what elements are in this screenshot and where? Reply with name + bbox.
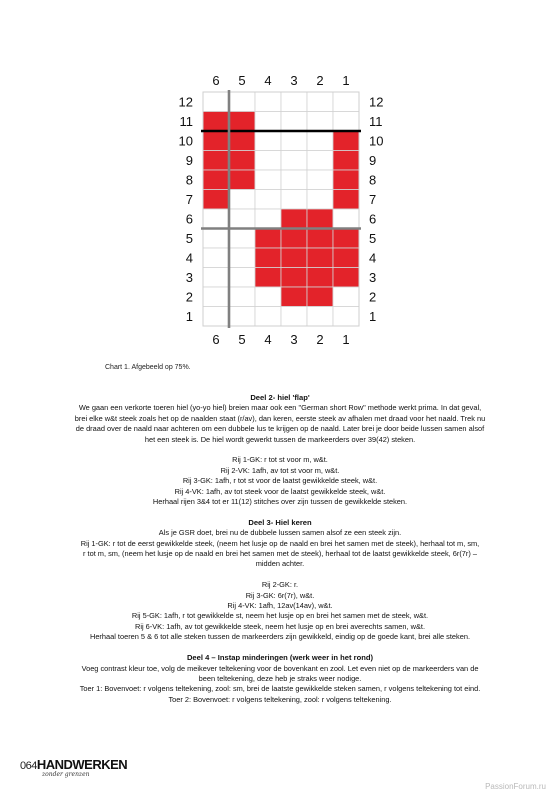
chart-caption: Chart 1. Afgebeeld op 75%. <box>105 364 191 371</box>
chart-cell-filled <box>333 170 359 190</box>
chart-cell-filled <box>203 112 229 132</box>
chart-cell-filled <box>307 229 333 249</box>
chart-cell-empty <box>333 209 359 229</box>
chart-cell-filled <box>203 151 229 171</box>
text-line: Als je GSR doet, brei nu de dubbele lussen samen alsof ze een steek zijn. <box>158 528 402 538</box>
column-label-bottom: 3 <box>290 332 298 347</box>
page-number: 064 <box>20 760 37 772</box>
instructions-text <box>40 393 520 705</box>
chart-cell-empty <box>255 92 281 112</box>
chart-cell-filled <box>281 287 307 307</box>
row-label-left: 9 <box>185 152 193 168</box>
chart-cell-empty <box>333 307 359 327</box>
chart-cell-filled <box>333 131 359 151</box>
chart-cell-empty <box>307 190 333 210</box>
text-line: Rij 4-VK: 1afh, 12av(14av), w&t. <box>227 601 333 611</box>
chart-cell-empty <box>203 229 229 249</box>
chart-cell-empty <box>281 170 307 190</box>
chart-svg <box>0 0 560 360</box>
chart-cell-empty <box>229 268 255 288</box>
spacer <box>40 507 520 517</box>
chart-cell-empty <box>229 190 255 210</box>
chart-cell-filled <box>333 268 359 288</box>
chart-cell-empty <box>281 131 307 151</box>
spacer <box>40 643 520 653</box>
row-label-left: 12 <box>178 94 193 110</box>
text-line: Rij 4-VK: 1afh, av tot steek voor de laatst gewikkelde steek, w&t. <box>174 486 386 496</box>
text-line: Rij 2-VK: 1afh, av tot st voor m, w&t. <box>220 465 340 475</box>
column-label-bottom: 6 <box>212 332 220 347</box>
text-line: r tot m, sm, (neem het lusje op de naald en brei het samen met de steek), herhaal tot de laatst gewikkelde steek, 6r(7r) – <box>83 549 477 559</box>
column-label-top: 1 <box>342 73 350 88</box>
chart-cell-empty <box>281 92 307 112</box>
row-label-right: 3 <box>369 269 377 285</box>
chart-cell-empty <box>307 131 333 151</box>
row-label-right: 10 <box>369 133 384 149</box>
chart-cell-empty <box>307 307 333 327</box>
text-line: de draad over de naald naar achteren om een dubbele lus te krijgen op de naald. Later brei je door beide lussen samen alsof <box>75 424 485 434</box>
chart-cell-filled <box>203 190 229 210</box>
chart-cell-empty <box>255 131 281 151</box>
chart-cell-filled <box>203 131 229 151</box>
chart-cell-empty <box>255 112 281 132</box>
row-label-right: 8 <box>369 172 377 188</box>
text-line: Rij 1-GK: r tot de eerst gewikkelde steek, (neem het lusje op de naald en brei het samen met de steek), herhaal tot m, sm, <box>80 538 480 548</box>
text-line: Rij 2-GK: r. <box>261 580 299 590</box>
chart-cell-filled <box>307 248 333 268</box>
chart-cell-empty <box>307 112 333 132</box>
row-label-right: 6 <box>369 211 377 227</box>
chart-cell-filled <box>333 151 359 171</box>
chart-cell-filled <box>255 268 281 288</box>
chart-cell-empty <box>307 151 333 171</box>
chart-cell-empty <box>255 170 281 190</box>
chart-cell-empty <box>255 307 281 327</box>
text-line: Toer 1: Bovenvoet: r volgens teltekening, zool: sm, brei de laatste gewikkelde steken samen, r volgens teltekening tot eind. <box>79 684 481 694</box>
row-label-left: 10 <box>178 133 193 149</box>
text-line: midden achter. <box>255 559 305 569</box>
chart-cell-filled <box>281 248 307 268</box>
chart-cell-filled <box>307 268 333 288</box>
row-label-right: 4 <box>369 250 377 266</box>
chart-cell-empty <box>255 287 281 307</box>
chart-cell-empty <box>229 92 255 112</box>
column-label-bottom: 1 <box>342 332 350 347</box>
section-heading: Deel 4 – Instap minderingen (werk weer in het rond) <box>186 653 374 663</box>
chart-cell-empty <box>203 268 229 288</box>
chart-cell-empty <box>229 229 255 249</box>
text-line: Rij 3-GK: 6r(7r), w&t. <box>245 590 315 600</box>
chart-cell-empty <box>333 112 359 132</box>
column-label-bottom: 2 <box>316 332 324 347</box>
row-label-right: 7 <box>369 191 377 207</box>
row-label-left: 7 <box>185 191 193 207</box>
text-line: brei elke w&t steek zoals het op de naalden staat (r/av), dan keren, eerste steek av afhalen met draad voor het naald. Trek nu <box>74 413 486 423</box>
chart-cell-empty <box>307 92 333 112</box>
chart-cell-empty <box>203 92 229 112</box>
column-label-top: 3 <box>290 73 298 88</box>
chart-cell-empty <box>203 248 229 268</box>
chart-cell-filled <box>255 229 281 249</box>
chart-cell-filled <box>255 248 281 268</box>
chart-cell-empty <box>255 151 281 171</box>
row-label-right: 12 <box>369 94 384 110</box>
text-line: Rij 3-GK: 1afh, r tot st voor de laatst gewikkelde steek, w&t. <box>182 476 378 486</box>
text-line: Toer 2: Bovenvoet: r volgens teltekening, zool: r volgens teltekening. <box>168 694 392 704</box>
text-line: Voeg contrast kleur toe, volg de meikever teltekening voor de bovenkant en zool. Let even niet op de markeerders van de <box>81 663 479 673</box>
chart-cell-filled <box>281 229 307 249</box>
chart-cell-filled <box>333 229 359 249</box>
chart-cell-empty <box>203 287 229 307</box>
chart-cell-empty <box>203 307 229 327</box>
row-label-right: 5 <box>369 230 377 246</box>
row-label-left: 11 <box>179 113 193 129</box>
chart-cell-filled <box>229 151 255 171</box>
row-label-left: 4 <box>185 250 193 266</box>
chart-cell-empty <box>333 287 359 307</box>
row-label-right: 1 <box>369 308 377 324</box>
chart-cell-filled <box>229 131 255 151</box>
chart-cell-empty <box>281 151 307 171</box>
chart-cell-empty <box>229 287 255 307</box>
text-line: Rij 6-VK: 1afh, av tot gewikkelde steek, neem het lusje op en brei averechts samen, w&t. <box>134 621 426 631</box>
row-label-right: 2 <box>369 289 377 305</box>
row-label-left: 1 <box>185 308 193 324</box>
row-label-right: 9 <box>369 152 377 168</box>
watermark: PassionForum.ru <box>485 782 546 791</box>
magazine-name: HANDWERKEN <box>36 757 128 772</box>
text-line: We gaan een verkorte toeren hiel (yo-yo hiel) breien maar ook een "German short Row" methode werkt prima. In dat geval, <box>78 403 482 413</box>
magazine-logo <box>20 756 128 778</box>
chart-cell-empty <box>203 209 229 229</box>
chart-cell-filled <box>229 112 255 132</box>
spacer <box>40 445 520 455</box>
text-line: Rij 5-GK: 1afh, r tot gewikkelde st, neem het lusje op en brei het samen met de steek, w&t. <box>131 611 429 621</box>
chart-cell-empty <box>281 307 307 327</box>
row-label-left: 5 <box>185 230 193 246</box>
column-label-bottom: 4 <box>264 332 272 347</box>
row-label-left: 6 <box>185 211 193 227</box>
chart-cell-filled <box>281 209 307 229</box>
column-label-top: 2 <box>316 73 324 88</box>
chart-cell-empty <box>229 307 255 327</box>
text-line: Herhaal toeren 5 & 6 tot alle steken tussen de markeerders zijn gewikkeld, eindig op de goede kant, brei alle steken. <box>89 632 471 642</box>
chart-cell-filled <box>307 287 333 307</box>
chart-cell-filled <box>281 268 307 288</box>
row-label-left: 3 <box>185 269 193 285</box>
section-heading: Deel 2- hiel 'flap' <box>250 393 310 402</box>
chart-cell-empty <box>333 92 359 112</box>
knitting-chart <box>0 0 560 360</box>
chart-cell-empty <box>307 170 333 190</box>
chart-cell-empty <box>281 190 307 210</box>
text-line: Herhaal rijen 3&4 tot er 11(12) stitches over zijn tussen de gewikkelde steken. <box>152 497 408 507</box>
magazine-tagline: zonder grenzen <box>42 771 90 778</box>
chart-cell-empty <box>229 248 255 268</box>
chart-cell-empty <box>255 209 281 229</box>
chart-cell-filled <box>333 248 359 268</box>
spacer <box>40 570 520 580</box>
text-line: Rij 1-GK: r tot st voor m, w&t. <box>232 455 328 465</box>
row-label-left: 8 <box>185 172 193 188</box>
chart-cell-filled <box>333 190 359 210</box>
chart-cell-filled <box>307 209 333 229</box>
section-heading: Deel 3- Hiel keren <box>248 517 312 527</box>
text-line: het een steek is. De hiel wordt gewerkt tussen de markeerders over 39(42) steken. <box>144 434 416 444</box>
chart-cell-filled <box>229 170 255 190</box>
chart-cell-filled <box>203 170 229 190</box>
column-label-top: 4 <box>264 73 272 88</box>
chart-cell-empty <box>255 190 281 210</box>
chart-cell-empty <box>281 112 307 132</box>
row-label-right: 11 <box>369 113 383 129</box>
chart-cell-empty <box>229 209 255 229</box>
column-label-top: 6 <box>212 73 220 88</box>
column-label-top: 5 <box>238 73 246 88</box>
text-line: been teltekening, deze heb je straks weer nodige. <box>198 673 362 683</box>
row-label-left: 2 <box>185 289 193 305</box>
column-label-bottom: 5 <box>238 332 246 347</box>
